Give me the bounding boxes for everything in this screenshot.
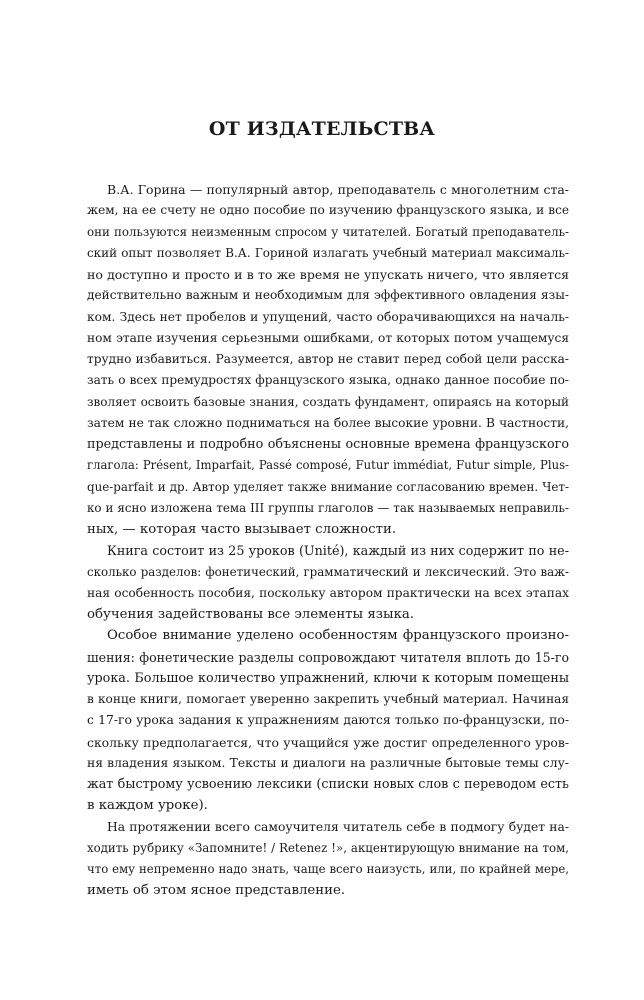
body-text xyxy=(87,179,569,902)
text-line: ная особенность пособия, поскольку автором практически на всех этапах xyxy=(87,585,569,600)
text-line: урока. Большое количество упражнений, ключи к которым помещены xyxy=(87,670,569,686)
text-line: затем не так сложно подниматься на более высокие уровни. В частности, xyxy=(87,415,569,430)
text-line: скольку предполагается, что учащийся уже достиг определенного уров- xyxy=(87,734,569,750)
text-line: но доступно и просто и в то же время не упускать ничего, что является xyxy=(87,267,569,282)
paragraph xyxy=(87,179,569,540)
text-line: сколько разделов: фонетический, грамматический и лексический. Это важ- xyxy=(87,564,569,579)
text-line: que-parfait и др. Автор уделяет также внимание согласованию времен. Чет- xyxy=(87,479,569,494)
text-line: ном этапе изучения серьезными ошибками, от которых потом учащемуся xyxy=(87,330,569,345)
text-line: обучения задействованы все элементы языка. xyxy=(87,607,415,622)
text-line: действительно важным и необходимым для эффективного овладения язы- xyxy=(87,288,569,303)
text-line: Книга состоит из 25 уроков (Unité), каждый из них содержит по не- xyxy=(107,543,569,559)
text-line: ком. Здесь нет пробелов и упущений, часто оборачивающихся на началь- xyxy=(87,309,569,324)
text-line: трудно избавиться. Разумеется, автор не ставит перед собой цели расска- xyxy=(87,352,569,366)
text-line: зать о всех премудростях французского языка, однако данное пособие по- xyxy=(87,373,569,388)
text-line: шения: фонетические разделы сопровождают читателя вплоть до 15-го xyxy=(87,649,569,665)
text-line: ко и ясно изложена тема III группы глаголов — так называемых неправиль- xyxy=(87,500,569,515)
text-line: глагола: Présent, Imparfait, Passé composé, Futur immédiat, Futur simple, Plus- xyxy=(87,458,569,473)
text-line: они пользуются неизменным спросом у читателей. Богатый преподаватель- xyxy=(87,224,569,239)
text-line: жат быстрому усвоению лексики (списки новых слов с переводом есть xyxy=(87,777,569,792)
paragraph xyxy=(87,817,569,902)
text-line: ходить рубрику «Запомните! / Retenez !», акцентирующую внимание на том, xyxy=(87,840,569,855)
text-line: ня владения языком. Тексты и диалоги на различные бытовые темы слу- xyxy=(87,755,569,770)
text-line: На протяжении всего самоучителя читатель себе в подмогу будет на- xyxy=(107,819,569,834)
text-line: Особое внимание уделено особенностям французского произно- xyxy=(107,628,569,644)
text-line: в каждом уроке). xyxy=(87,798,208,814)
text-line: что ему непременно надо знать, чаще всего наизусть, или, по крайней мере, xyxy=(87,862,569,876)
text-line: жем, на ее счету не одно пособие по изучению французского языка, и все xyxy=(87,203,569,218)
text-line: зволяет освоить базовые знания, создать фундамент, опираясь на который xyxy=(87,394,569,409)
paragraph xyxy=(87,625,569,816)
text-line: в конце книги, помогает уверенно закрепить учебный материал. Начиная xyxy=(87,692,569,706)
paragraph xyxy=(87,540,569,625)
text-line: иметь об этом ясное представление. xyxy=(87,883,346,899)
text-line: представлены и подробно объяснены основные времена французского xyxy=(87,437,569,452)
text-line: ных, — которая часто вызывает сложности. xyxy=(87,522,397,537)
text-line: с 17-го урока задания к упражнениям даются только по-французски, по- xyxy=(87,713,569,728)
page-heading: ОТ ИЗДАТЕЛЬСТВА xyxy=(208,118,436,140)
text-line: ский опыт позволяет В.А. Гориной излагать учебный материал максималь- xyxy=(87,245,569,260)
text-line: В.А. Горина — популярный автор, преподаватель с многолетним ста- xyxy=(107,182,569,197)
